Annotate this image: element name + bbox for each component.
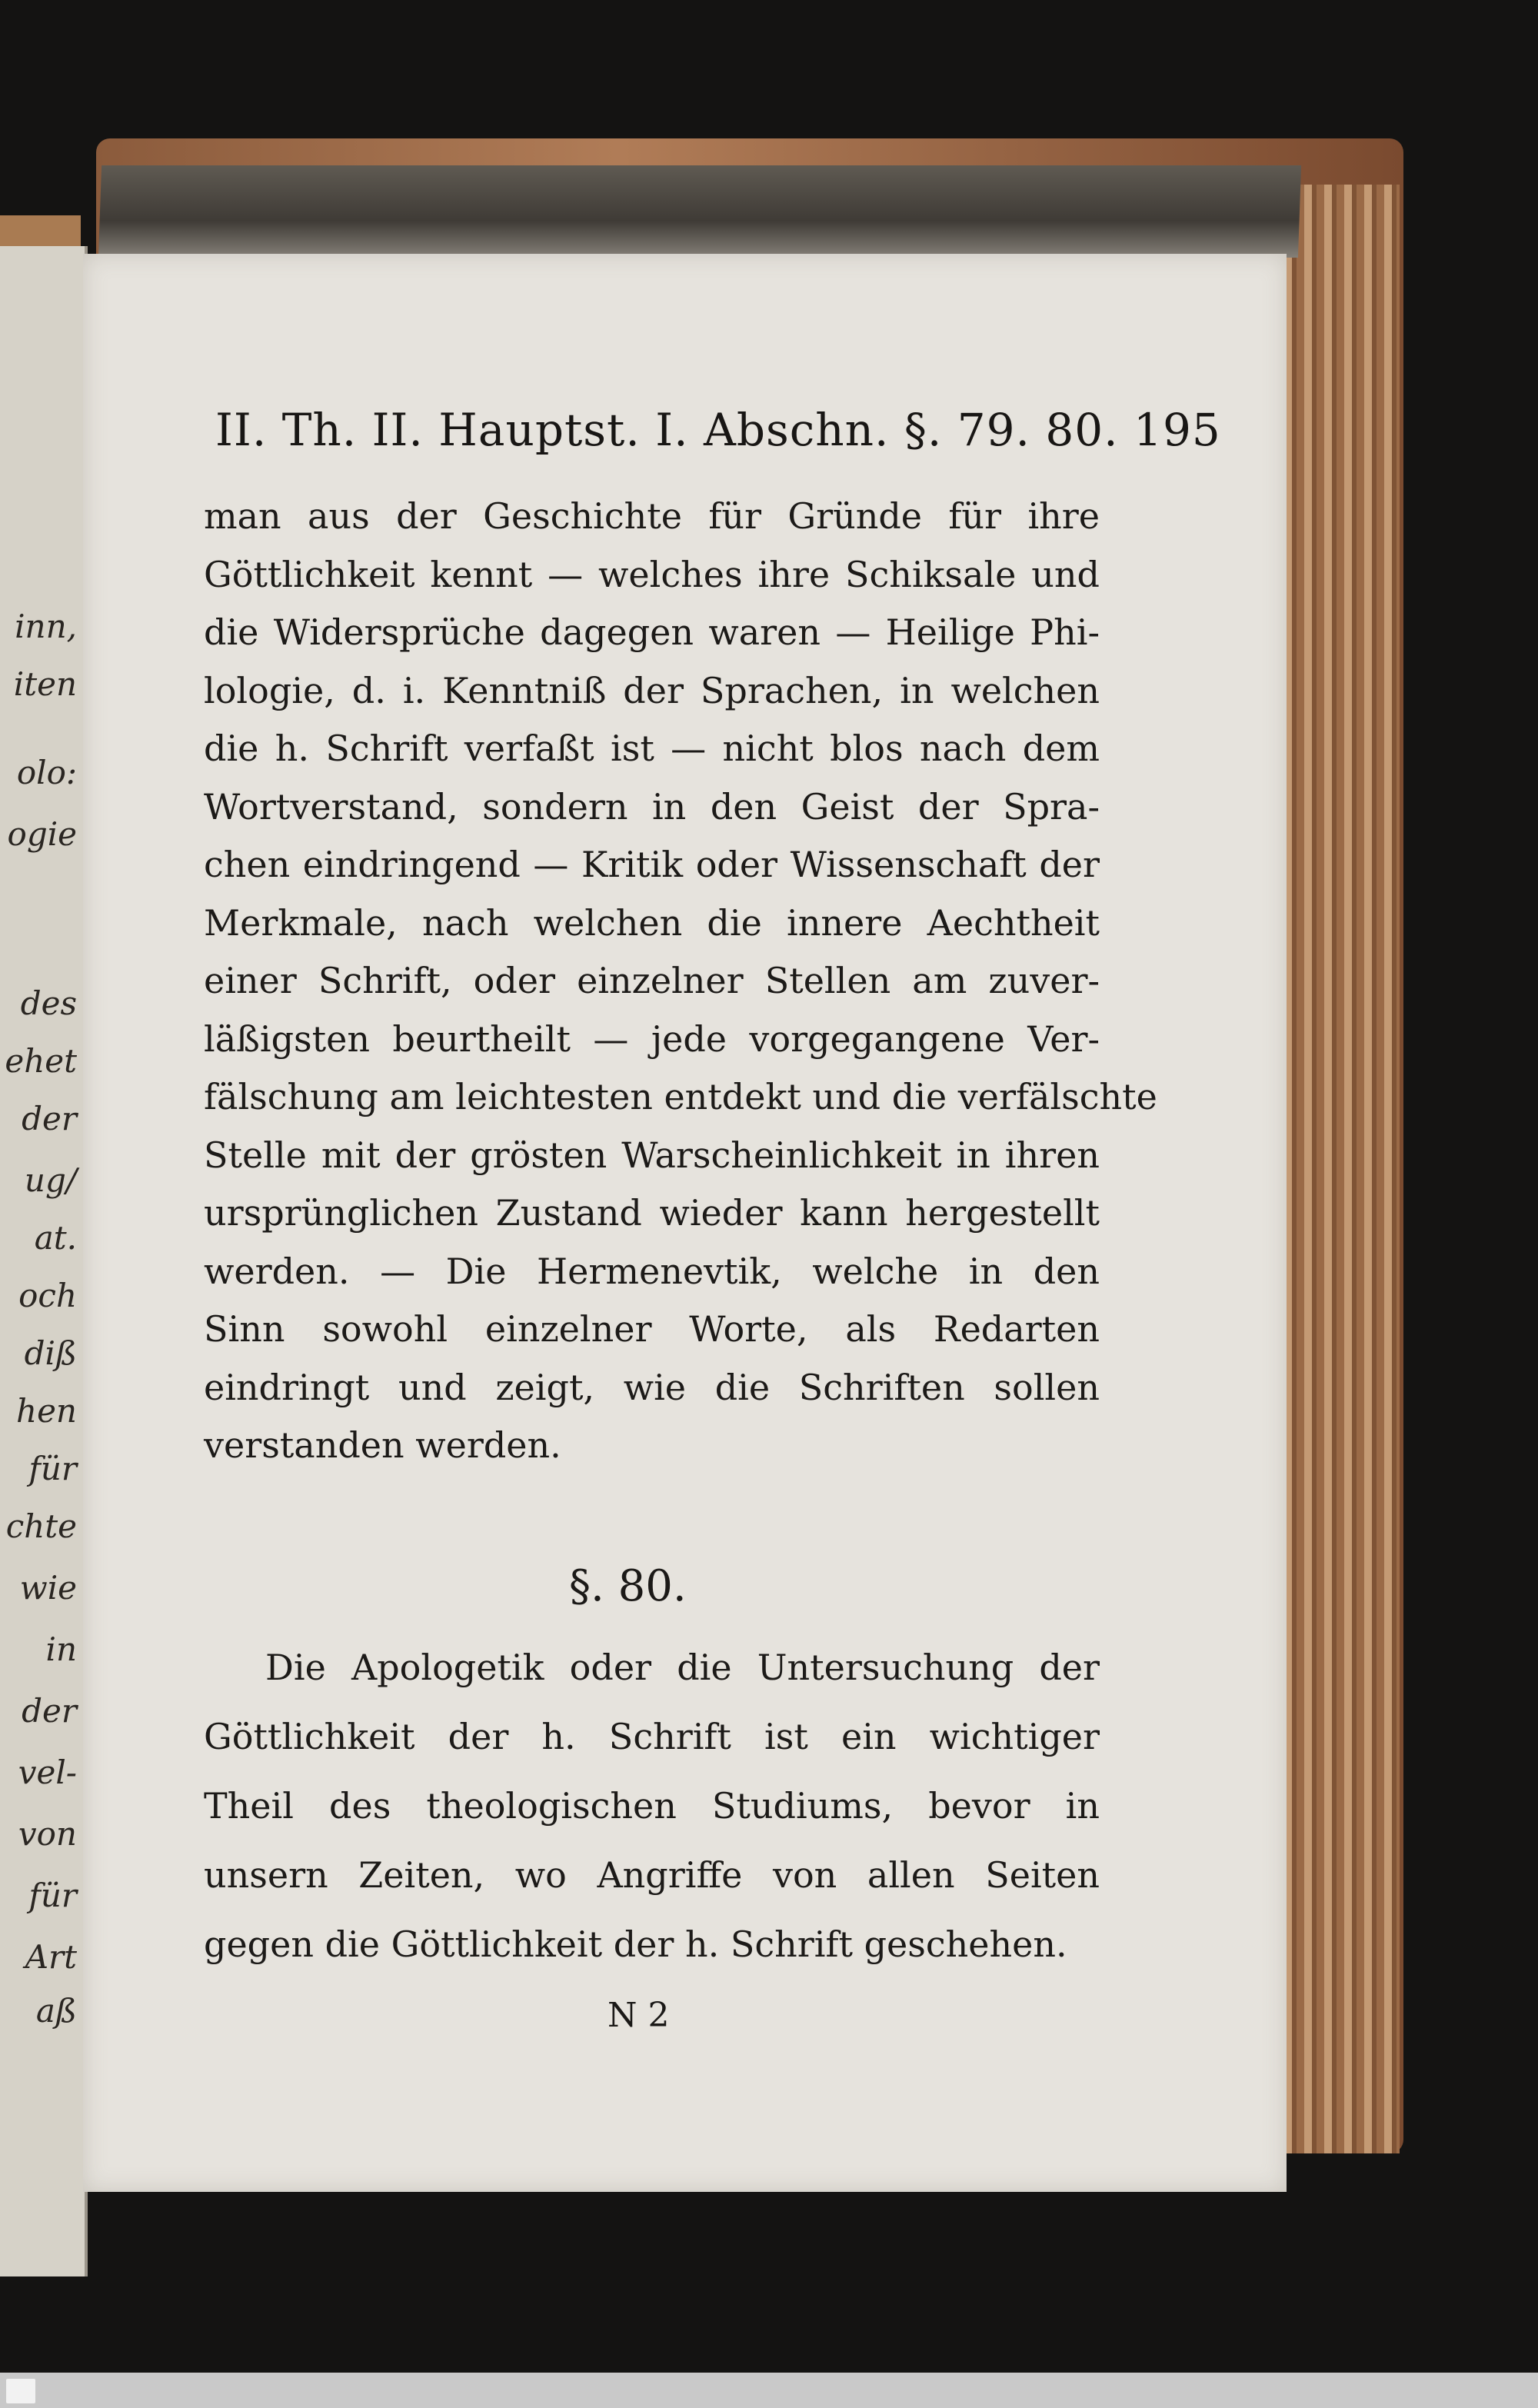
text-line: Göttlichkeit der h. Schrift ist ein wichtiger bbox=[204, 1716, 1100, 1757]
margin-fragment: ogie bbox=[7, 815, 77, 853]
viewer-bottom-bar bbox=[0, 2373, 1538, 2408]
margin-fragment: chte bbox=[5, 1507, 77, 1545]
text-line: verstanden werden. bbox=[204, 1424, 561, 1466]
margin-fragment: ug/ bbox=[24, 1161, 77, 1199]
text-line: Theil des theologischen Studiums, bevor in bbox=[204, 1785, 1100, 1827]
text-line: Die Apologetik oder die Untersuchung der bbox=[265, 1647, 1100, 1688]
signature-mark: N 2 bbox=[608, 1996, 670, 2035]
text-line: chen eindringend — Kritik oder Wissenschaft der bbox=[204, 844, 1100, 885]
margin-fragment: der bbox=[22, 1100, 77, 1137]
margin-fragment: für bbox=[28, 1450, 77, 1487]
margin-fragment: vel- bbox=[18, 1754, 77, 1791]
margin-fragment: des bbox=[20, 984, 77, 1022]
text-line: fälschung am leichtesten entdekt und die verfälschte bbox=[204, 1076, 1157, 1117]
text-line: ursprünglichen Zustand wieder kann hergestellt bbox=[204, 1192, 1100, 1234]
text-line: die Widersprüche dagegen waren — Heilige Phi- bbox=[204, 611, 1100, 653]
margin-fragment: wie bbox=[19, 1569, 77, 1607]
margin-fragment: diß bbox=[24, 1334, 77, 1372]
section-heading: §. 80. bbox=[569, 1561, 687, 1611]
text-line: eindringt und zeigt, wie die Schriften sollen bbox=[204, 1366, 1100, 1408]
margin-fragment: iten bbox=[13, 665, 77, 703]
margin-fragment: in bbox=[45, 1630, 77, 1668]
text-line: läßigsten beurtheilt — jede vorgegangene Ver- bbox=[204, 1017, 1100, 1060]
text-line: Sinn sowohl einzelner Worte, als Redarten bbox=[204, 1308, 1100, 1350]
text-line: Göttlichkeit kennt — welches ihre Schiksale und bbox=[204, 553, 1100, 595]
book-head-edge bbox=[98, 165, 1301, 258]
text-line: gegen die Göttlichkeit der h. Schrift geschehen. bbox=[204, 1923, 1067, 1965]
text-line: unsern Zeiten, wo Angriffe von allen Seiten bbox=[204, 1854, 1100, 1896]
margin-fragment: at. bbox=[34, 1219, 77, 1257]
text-line: Merkmale, nach welchen die innere Aechtheit bbox=[204, 901, 1100, 944]
library-logo-icon bbox=[6, 2379, 35, 2403]
text-line: Wortverstand, sondern in den Geist der Spra- bbox=[204, 785, 1100, 828]
text-line: man aus der Geschichte für Gründe für ihre bbox=[204, 495, 1100, 537]
margin-fragment: von bbox=[18, 1815, 77, 1853]
text-line: lologie, d. i. Kenntniß der Sprachen, in welchen bbox=[204, 669, 1100, 711]
margin-fragment: och bbox=[18, 1277, 77, 1314]
margin-fragment: Art bbox=[25, 1938, 77, 1976]
text-line: Stelle mit der grösten Warscheinlichkeit in ihren bbox=[204, 1134, 1100, 1176]
margin-fragment: für bbox=[28, 1877, 77, 1914]
margin-fragment: inn, bbox=[15, 608, 77, 645]
text-line: die h. Schrift verfaßt ist — nicht blos nach dem bbox=[204, 728, 1100, 769]
margin-fragment: ehet bbox=[5, 1042, 77, 1080]
text-line: einer Schrift, oder einzelner Stellen am zuver- bbox=[204, 960, 1100, 1001]
margin-fragment: der bbox=[22, 1692, 77, 1730]
text-line: werden. — Die Hermenevtik, welche in den bbox=[204, 1250, 1100, 1292]
margin-fragment: hen bbox=[16, 1392, 77, 1430]
margin-fragment: olo: bbox=[16, 754, 77, 791]
running-header: II. Th. II. Hauptst. I. Abschn. §. 79. 80. 195 bbox=[215, 404, 1221, 456]
book-fore-edge bbox=[1277, 185, 1400, 2153]
margin-fragment: aß bbox=[35, 1992, 77, 2030]
